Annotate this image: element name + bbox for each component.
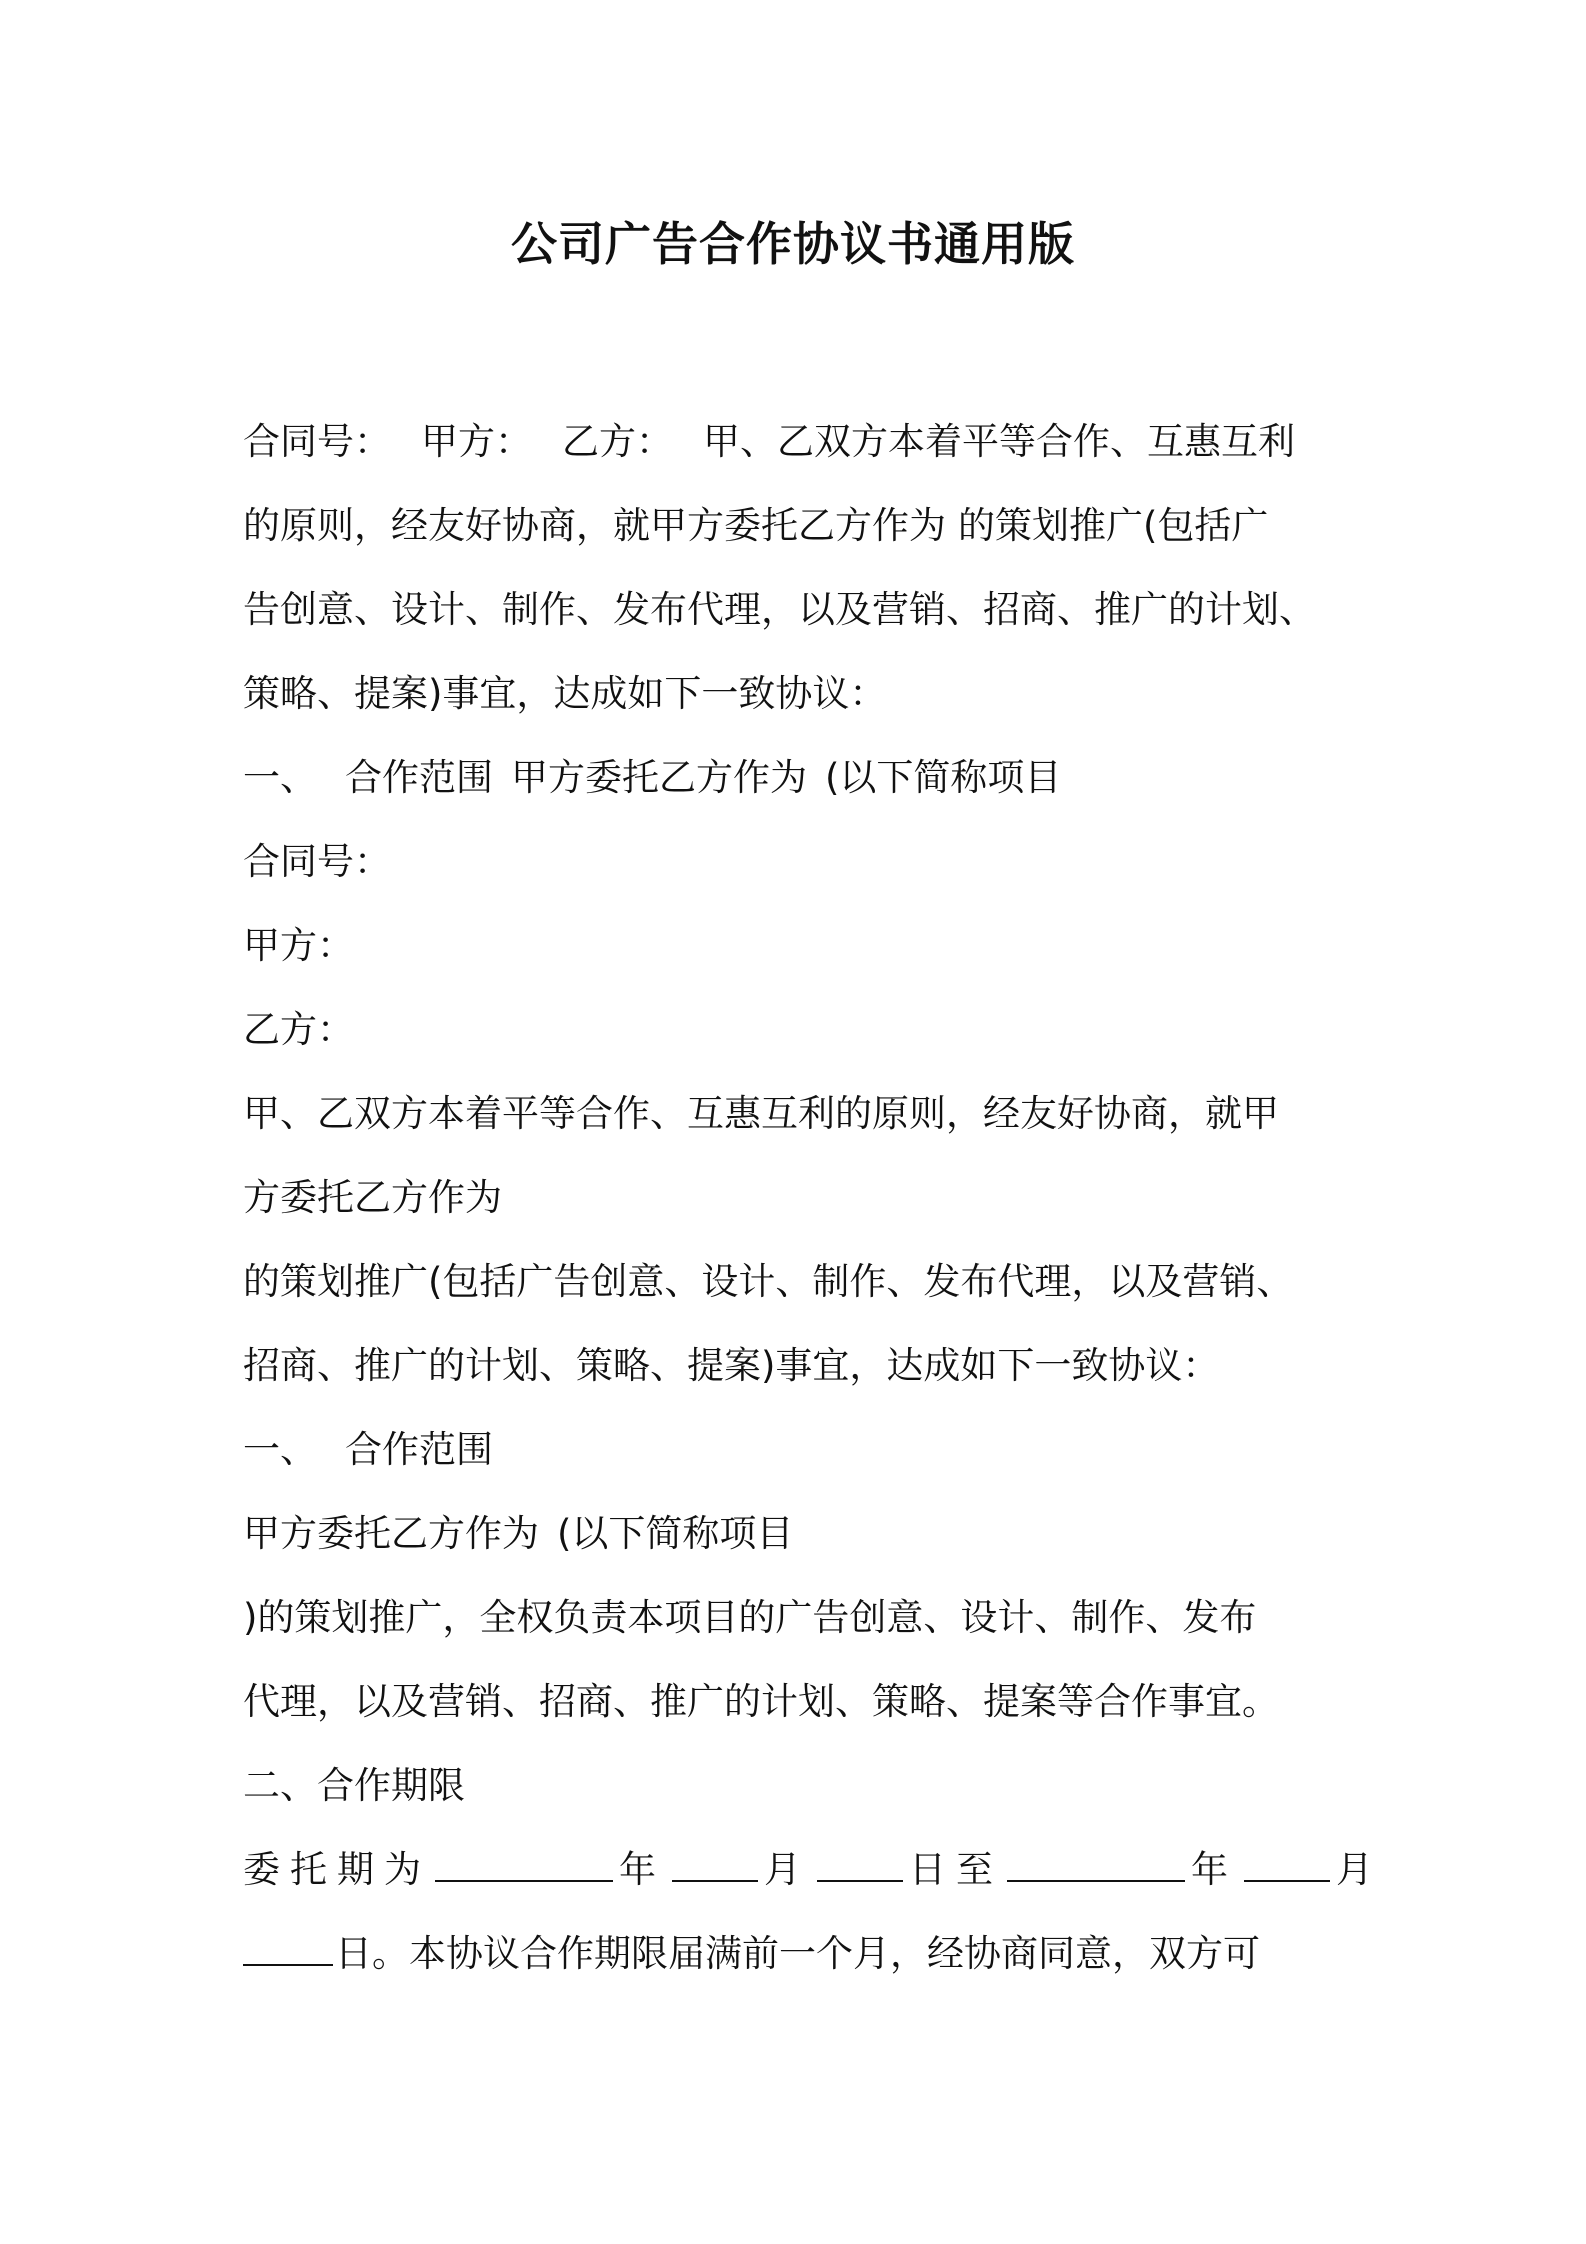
document-body [243, 400, 1383, 1996]
document-title: 公司广告合作协议书通用版 [511, 217, 1075, 271]
text-segment: 代理，以及营销、招商、推广的计划、策略、提案等合作事宜。 [243, 1680, 1279, 1723]
paragraph-line [243, 1660, 1363, 1744]
paragraph-line [243, 652, 1363, 736]
paragraph-line [243, 1828, 1383, 1912]
text-segment: 月 [1336, 1848, 1383, 1891]
contract-number-label: 合同号： [243, 840, 391, 883]
text-segment: 甲、乙双方本着平等合作、互惠互利 [703, 420, 1295, 463]
fill-in-blank [672, 1880, 758, 1882]
text-segment: 合同号： [243, 420, 391, 463]
party-b-label: 乙方： [243, 1008, 354, 1051]
text-segment: 策略、提案)事宜，达成如下一致协议： [243, 672, 887, 715]
text-segment: 乙方： [562, 420, 673, 463]
section-heading-line [243, 1744, 1363, 1828]
paragraph-line [243, 400, 1363, 484]
fill-in-blank [435, 1880, 613, 1882]
paragraph-line [243, 904, 1363, 988]
text-segment: 年 [619, 1848, 666, 1891]
text-segment: 年 [1191, 1848, 1238, 1891]
section-title: 合作范围 [345, 756, 493, 799]
section-number: 一、 [243, 1428, 317, 1471]
paragraph-line [243, 1072, 1363, 1156]
party-a-label: 甲方： [243, 924, 354, 967]
paragraph-line [243, 820, 1363, 904]
paragraph-line [243, 1240, 1363, 1324]
text-segment: 月 [764, 1848, 811, 1891]
section-title: 合作范围 [345, 1428, 493, 1471]
text-segment: 的原则，经友好协商，就甲方委托乙方作为 [243, 504, 946, 547]
text-segment: 招商、推广的计划、策略、提案)事宜，达成如下一致协议： [243, 1344, 1220, 1387]
text-segment: 甲、乙双方本着平等合作、互惠互利的原则，经友好协商，就甲 [243, 1092, 1279, 1135]
text-segment: 日至 [909, 1848, 1003, 1891]
text-segment: 甲方： [421, 420, 532, 463]
text-segment: 告创意、设计、制作、发布代理，以及营销、招商、推广的计划、 [243, 588, 1316, 631]
fill-in-blank [1007, 1880, 1185, 1882]
text-segment: (以下简称项目 [825, 756, 1062, 799]
paragraph-line [243, 1576, 1363, 1660]
text-segment: 甲方委托乙方作为 [511, 756, 807, 799]
text-segment: 方委托乙方作为 [243, 1176, 502, 1219]
text-segment: 的策划推广(包括广告创意、设计、制作、发布代理，以及营销、 [243, 1260, 1294, 1303]
paragraph-line [243, 484, 1363, 568]
paragraph-line [243, 1492, 1363, 1576]
text-segment: )的策划推广，全权负责本项目的广告创意、设计、制作、发布 [243, 1596, 1257, 1639]
section-number: 一、 [243, 756, 317, 799]
section-heading-line [243, 1408, 1363, 1492]
text-segment: 的策划推广(包括广 [958, 504, 1269, 547]
text-segment: 委托期为 [243, 1848, 431, 1891]
text-segment: 甲方委托乙方作为 [243, 1512, 539, 1555]
fill-in-blank [817, 1880, 903, 1882]
fill-in-blank [1244, 1880, 1330, 1882]
section-title: 二、合作期限 [243, 1764, 465, 1807]
paragraph-line [243, 568, 1363, 652]
text-segment: 日。本协议合作期限届满前一个月，经协商同意，双方可 [335, 1932, 1260, 1975]
paragraph-line [243, 1324, 1363, 1408]
paragraph-line [243, 988, 1363, 1072]
paragraph-line [243, 1912, 1363, 1996]
paragraph-line [243, 1156, 1363, 1240]
section-heading-line [243, 736, 1363, 820]
fill-in-blank [243, 1964, 333, 1966]
text-segment: (以下简称项目 [557, 1512, 794, 1555]
